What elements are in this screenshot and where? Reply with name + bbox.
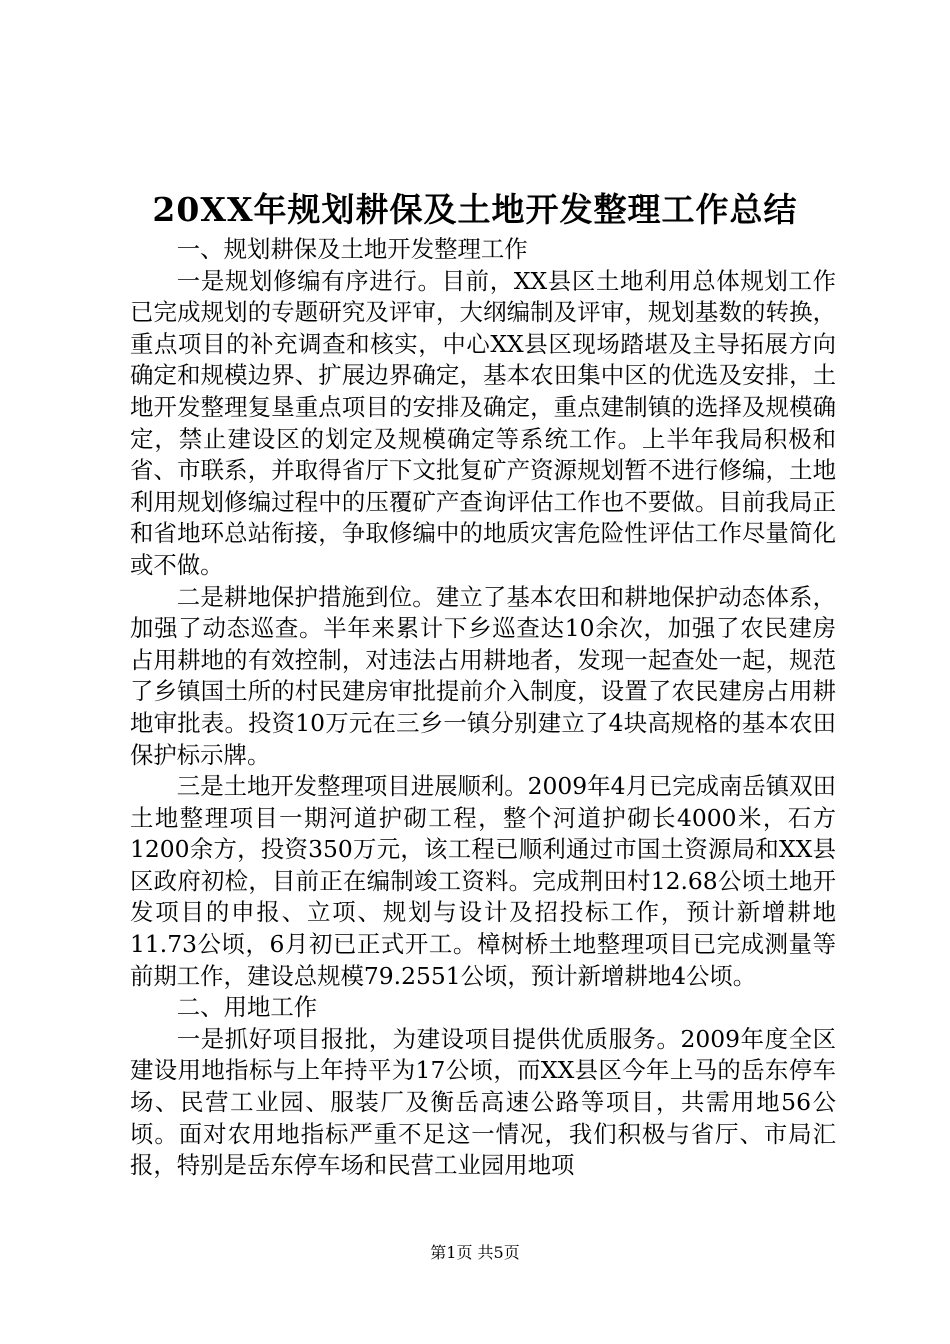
body-paragraph: 一是规划修编有序进行。目前，XX县区土地利用总体规划工作已完成规划的专题研究及评审，大纲编制及评审，规划基数的转换，重点项目的补充调查和核实，中心XX县区现场踏堪及主导拓展方向确定和规模边界、扩展边界确定，基本农田集中区的优选及安排，土地开发整理复垦重点项目的安排及确定，重点建制镇的选择及规模确定，禁止建设区的划定及规模确定等系统工作。上半年我局积极和省、市联系，并取得省厅下文批复矿产资源规划暂不进行修编，土地利用规划修编过程中的压覆矿产查询评估工作也不要做。目前我局正和省地环总站衔接，争取修编中的地质灾害危险性评估工作尽量简化或不做。 (130, 266, 836, 579)
section-heading: 二、用地工作 (176, 993, 318, 1022)
page-number-footer: 第1页 共5页 (430, 1243, 520, 1262)
body-paragraph: 三是土地开发整理项目进展顺利。2009年4月已完成南岳镇双田土地整理项目一期河道护砌工程，整个河道护砌长4000米，石方1200余方，投资350万元，该工程已顺利通过市国土资源局和XX县区政府初检，目前正在编制竣工资料。完成荆田村12.68公顷土地开发项目的申报、立项、规划与设计及招投标工作，预计新增耕地11.73公顷，6月初已正式开工。樟树桥土地整理项目已完成测量等前期工作，建设总规模79.2551公顷，预计新增耕地4公顷。 (130, 772, 836, 990)
body-paragraph: 二是耕地保护措施到位。建立了基本农田和耕地保护动态体系，加强了动态巡查。半年来累计下乡巡查达10余次，加强了农民建房占用耕地的有效控制，对违法占用耕地者，发现一起查处一起，规范了乡镇国土所的村民建房审批提前介入制度，设置了农民建房占用耕地审批表。投资10万元在三乡一镇分别建立了4块高规格的基本农田保护标示牌。 (130, 582, 836, 769)
section-heading: 一、规划耕保及土地开发整理工作 (176, 235, 528, 263)
document-body (130, 234, 836, 1182)
body-paragraph: 一是抓好项目报批，为建设项目提供优质服务。2009年度全区建设用地指标与上年持平为17公顷，而XX县区今年上马的岳东停车场、民营工业园、服装厂及衡岳高速公路等项目，共需用地56公顷。面对农用地指标严重不足这一情况，我们积极与省厅、市局汇报，特别是岳东停车场和民营工业园用地项 (130, 1024, 836, 1180)
document-title: 20XX年规划耕保及土地开发整理工作总结 (152, 190, 798, 229)
